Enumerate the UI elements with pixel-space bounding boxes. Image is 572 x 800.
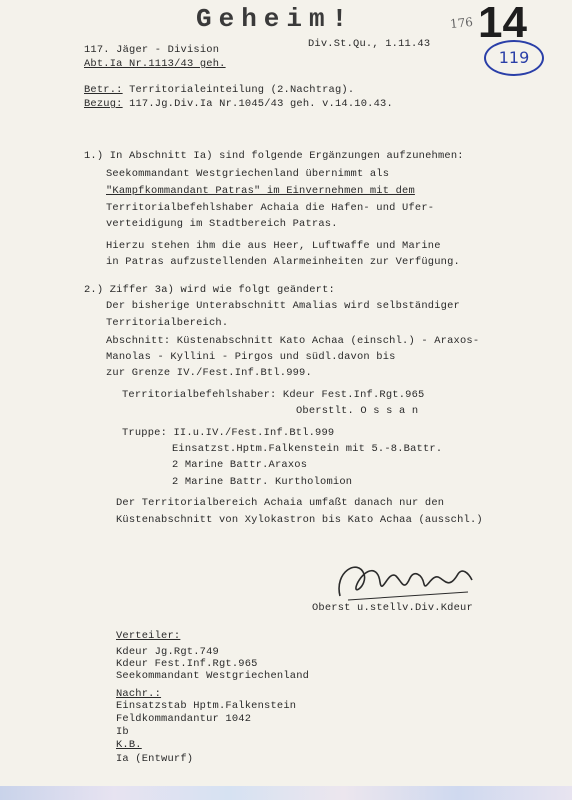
item2-line: Der bisherige Unterabschnitt Amalias wird selbständiger [106, 300, 460, 312]
nachr-item: Feldkommandantur 1042 [116, 713, 252, 725]
nachr-item: K.B. [116, 739, 142, 751]
nachr-label: Nachr.: [116, 688, 162, 700]
item2-line: Küstenabschnitt von Xylokastron bis Kato Achaa (ausschl.) [116, 514, 483, 526]
item2-line: zur Grenze IV./Fest.Inf.Btl.999. [106, 367, 312, 379]
division-name: 117. Jäger - Division [84, 44, 220, 56]
bezug-line [84, 98, 393, 111]
betr-text: Territorialeinteilung (2.Nachtrag). [129, 84, 355, 96]
handwritten-page-number: 176 [449, 14, 474, 32]
item1-line: Hierzu stehen ihm die aus Heer, Luftwaffe und Marine [106, 240, 441, 252]
bezug-label: Bezug: [84, 98, 123, 110]
circled-number: 119 [484, 40, 544, 76]
item2-line: Einsatzst.Hptm.Falkenstein mit 5.-8.Battr. [172, 443, 443, 455]
handwritten-signature [328, 552, 478, 608]
place-date: Div.St.Qu., 1.11.43 [308, 38, 431, 50]
item1-line: Territorialbefehlshaber Achaia die Hafen- und Ufer- [106, 202, 435, 214]
verteiler-item: Kdeur Fest.Inf.Rgt.965 [116, 658, 258, 670]
verteiler-label: Verteiler: [116, 630, 181, 642]
item2-line: Der Territorialbereich Achaia umfaßt danach nur den [116, 497, 445, 509]
item2-line: Territorialbefehlshaber: Kdeur Fest.Inf.Rgt.965 [122, 389, 425, 401]
item2-line: 2 Marine Battr.Araxos [172, 459, 308, 471]
item1-line: verteidigung im Stadtbereich Patras. [106, 218, 338, 230]
item2-line: Truppe: II.u.IV./Fest.Inf.Btl.999 [122, 427, 335, 439]
item2-line: 2.) Ziffer 3a) wird wie folgt geändert: [84, 284, 335, 296]
classification-stamp: Geheim! [196, 4, 355, 34]
page-number: 14 [478, 0, 527, 47]
bezug-text: 117.Jg.Div.Ia Nr.1045/43 geh. v.14.10.43. [129, 98, 393, 110]
nachr-item: Ib [116, 726, 129, 738]
item2-line: 2 Marine Battr. Kurtholomion [172, 476, 353, 488]
nachr-item: Einsatzstab Hptm.Falkenstein [116, 700, 297, 712]
item2-line: Oberstlt. O s s a n [296, 405, 419, 417]
item2-line: Abschnitt: Küstenabschnitt Kato Achaa (einschl.) - Araxos- [106, 335, 480, 347]
item1-line: Seekommandant Westgriechenland übernimmt als [106, 168, 390, 180]
item2-line: Territorialbereich. [106, 317, 229, 329]
verteiler-item: Seekommandant Westgriechenland [116, 670, 310, 682]
abt-reference: Abt.Ia Nr.1113/43 geh. [84, 58, 226, 70]
verteiler-item: Kdeur Jg.Rgt.749 [116, 646, 219, 658]
item1-line: "Kampfkommandant Patras" im Einvernehmen mit dem [106, 185, 415, 197]
item1-line: in Patras aufzustellenden Alarmeinheiten zur Verfügung. [106, 256, 460, 268]
betr-label: Betr.: [84, 84, 123, 96]
item1-line: 1.) In Abschnitt Ia) sind folgende Ergänzungen aufzunehmen: [84, 150, 464, 162]
item2-line: Manolas - Kyllini - Pirgos und südl.davon bis [106, 351, 396, 363]
signature-title: Oberst u.stellv.Div.Kdeur [312, 602, 473, 614]
nachr-item: Ia (Entwurf) [116, 753, 194, 765]
betr-line [84, 84, 354, 97]
scan-color-strip [0, 786, 572, 800]
